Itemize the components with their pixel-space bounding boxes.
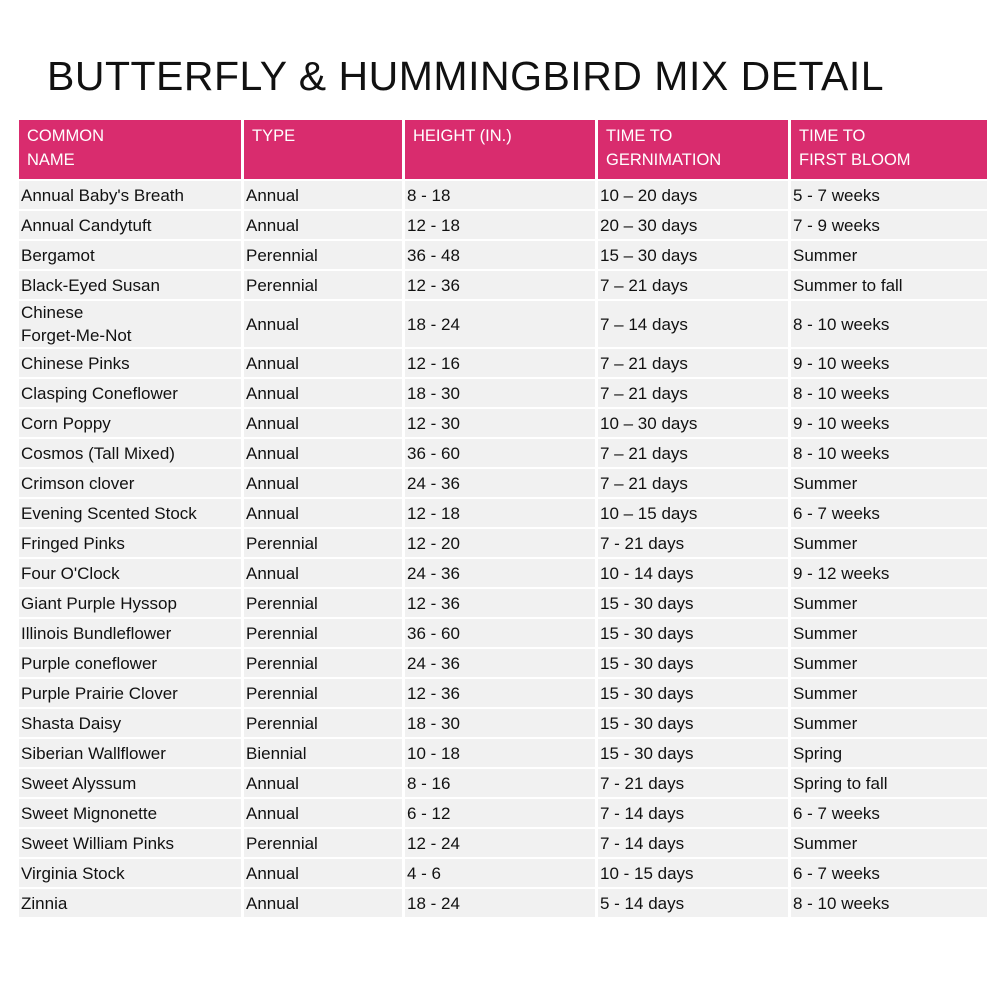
cell-time-to-first-bloom: 8 - 10 weeks — [791, 379, 987, 407]
cell-common-name: Clasping Coneflower — [19, 379, 241, 407]
cell-time-to-germination: 15 - 30 days — [598, 649, 788, 677]
cell-height: 8 - 18 — [405, 181, 595, 209]
cell-time-to-first-bloom: Spring — [791, 739, 987, 767]
column-header-time-to-germination: TIME TO GERNIMATION — [598, 120, 788, 179]
cell-time-to-first-bloom: Summer — [791, 679, 987, 707]
cell-time-to-first-bloom: 7 - 9 weeks — [791, 211, 987, 239]
cell-common-name: Giant Purple Hyssop — [19, 589, 241, 617]
cell-common-name: Bergamot — [19, 241, 241, 269]
cell-common-name: Crimson clover — [19, 469, 241, 497]
cell-height: 36 - 60 — [405, 619, 595, 647]
header-row — [19, 120, 987, 179]
cell-time-to-germination: 7 – 21 days — [598, 271, 788, 299]
cell-time-to-germination: 15 - 30 days — [598, 619, 788, 647]
table-row — [19, 889, 987, 917]
cell-time-to-germination: 10 – 20 days — [598, 181, 788, 209]
cell-time-to-first-bloom: Summer — [791, 649, 987, 677]
cell-height: 12 - 30 — [405, 409, 595, 437]
cell-type: Annual — [244, 349, 402, 377]
cell-height: 12 - 36 — [405, 589, 595, 617]
cell-height: 18 - 30 — [405, 379, 595, 407]
cell-type: Annual — [244, 469, 402, 497]
cell-type: Perennial — [244, 649, 402, 677]
cell-type: Perennial — [244, 619, 402, 647]
table-row — [19, 379, 987, 407]
table-row — [19, 349, 987, 377]
cell-time-to-first-bloom: 6 - 7 weeks — [791, 499, 987, 527]
cell-type: Annual — [244, 769, 402, 797]
cell-type: Annual — [244, 439, 402, 467]
cell-height: 12 - 18 — [405, 211, 595, 239]
cell-time-to-first-bloom: Summer — [791, 829, 987, 857]
cell-height: 12 - 36 — [405, 679, 595, 707]
cell-time-to-germination: 15 - 30 days — [598, 739, 788, 767]
table-row — [19, 559, 987, 587]
table-row — [19, 241, 987, 269]
cell-type: Annual — [244, 211, 402, 239]
cell-type: Perennial — [244, 271, 402, 299]
cell-height: 4 - 6 — [405, 859, 595, 887]
cell-time-to-first-bloom: 5 - 7 weeks — [791, 181, 987, 209]
cell-type: Annual — [244, 799, 402, 827]
cell-common-name: Annual Candytuft — [19, 211, 241, 239]
cell-time-to-first-bloom: 9 - 12 weeks — [791, 559, 987, 587]
cell-time-to-first-bloom: 8 - 10 weeks — [791, 301, 987, 347]
table-row — [19, 439, 987, 467]
cell-time-to-first-bloom: Spring to fall — [791, 769, 987, 797]
cell-time-to-germination: 7 - 21 days — [598, 769, 788, 797]
cell-time-to-germination: 15 – 30 days — [598, 241, 788, 269]
cell-common-name: Evening Scented Stock — [19, 499, 241, 527]
cell-height: 36 - 48 — [405, 241, 595, 269]
cell-height: 8 - 16 — [405, 769, 595, 797]
cell-type: Annual — [244, 889, 402, 917]
cell-common-name: Sweet Mignonette — [19, 799, 241, 827]
cell-height: 12 - 16 — [405, 349, 595, 377]
cell-time-to-germination: 7 – 21 days — [598, 349, 788, 377]
cell-common-name: Siberian Wallflower — [19, 739, 241, 767]
cell-common-name: Corn Poppy — [19, 409, 241, 437]
cell-time-to-germination: 20 – 30 days — [598, 211, 788, 239]
cell-height: 12 - 20 — [405, 529, 595, 557]
cell-time-to-germination: 10 - 14 days — [598, 559, 788, 587]
cell-time-to-germination: 15 - 30 days — [598, 679, 788, 707]
cell-height: 18 - 24 — [405, 889, 595, 917]
cell-time-to-germination: 7 - 14 days — [598, 799, 788, 827]
table-row — [19, 271, 987, 299]
page-title: BUTTERFLY & HUMMINGBIRD MIX DETAIL — [47, 53, 885, 99]
cell-type: Annual — [244, 409, 402, 437]
cell-type: Annual — [244, 859, 402, 887]
cell-time-to-first-bloom: Summer — [791, 619, 987, 647]
cell-type: Perennial — [244, 709, 402, 737]
cell-time-to-germination: 7 - 14 days — [598, 829, 788, 857]
table-row — [19, 829, 987, 857]
cell-time-to-first-bloom: Summer — [791, 469, 987, 497]
cell-height: 18 - 24 — [405, 301, 595, 347]
cell-time-to-germination: 5 - 14 days — [598, 889, 788, 917]
table-row — [19, 409, 987, 437]
cell-type: Annual — [244, 181, 402, 209]
cell-time-to-first-bloom: Summer — [791, 709, 987, 737]
cell-common-name: Illinois Bundleflower — [19, 619, 241, 647]
cell-time-to-germination: 7 – 21 days — [598, 469, 788, 497]
cell-height: 24 - 36 — [405, 649, 595, 677]
cell-time-to-first-bloom: 9 - 10 weeks — [791, 409, 987, 437]
cell-height: 10 - 18 — [405, 739, 595, 767]
table-row — [19, 679, 987, 707]
cell-time-to-germination: 10 – 30 days — [598, 409, 788, 437]
cell-time-to-germination: 7 – 21 days — [598, 439, 788, 467]
cell-type: Perennial — [244, 529, 402, 557]
cell-type: Annual — [244, 559, 402, 587]
cell-height: 24 - 36 — [405, 469, 595, 497]
cell-common-name: Shasta Daisy — [19, 709, 241, 737]
column-header-height: HEIGHT (IN.) — [405, 120, 595, 179]
cell-time-to-first-bloom: 6 - 7 weeks — [791, 859, 987, 887]
cell-common-name: Sweet Alyssum — [19, 769, 241, 797]
cell-time-to-germination: 7 – 14 days — [598, 301, 788, 347]
table-header — [19, 120, 987, 179]
cell-time-to-first-bloom: 9 - 10 weeks — [791, 349, 987, 377]
cell-type: Biennial — [244, 739, 402, 767]
table-row — [19, 619, 987, 647]
table-row — [19, 859, 987, 887]
cell-height: 12 - 24 — [405, 829, 595, 857]
table-row — [19, 301, 987, 347]
cell-time-to-first-bloom: Summer — [791, 589, 987, 617]
table-row — [19, 649, 987, 677]
cell-time-to-germination: 7 - 21 days — [598, 529, 788, 557]
table-row — [19, 709, 987, 737]
cell-time-to-germination: 15 - 30 days — [598, 709, 788, 737]
cell-common-name: Fringed Pinks — [19, 529, 241, 557]
cell-time-to-first-bloom: 8 - 10 weeks — [791, 439, 987, 467]
cell-time-to-first-bloom: Summer to fall — [791, 271, 987, 299]
table-row — [19, 211, 987, 239]
cell-time-to-first-bloom: 6 - 7 weeks — [791, 799, 987, 827]
cell-common-name: Virginia Stock — [19, 859, 241, 887]
cell-common-name: Purple Prairie Clover — [19, 679, 241, 707]
cell-time-to-first-bloom: 8 - 10 weeks — [791, 889, 987, 917]
cell-common-name: Zinnia — [19, 889, 241, 917]
cell-time-to-first-bloom: Summer — [791, 241, 987, 269]
cell-type: Perennial — [244, 829, 402, 857]
column-header-time-to-first-bloom: TIME TO FIRST BLOOM — [791, 120, 987, 179]
column-header-common-name: COMMON NAME — [19, 120, 241, 179]
mix-detail-table — [16, 118, 990, 919]
cell-type: Perennial — [244, 241, 402, 269]
cell-type: Annual — [244, 301, 402, 347]
cell-height: 6 - 12 — [405, 799, 595, 827]
table-row — [19, 589, 987, 617]
cell-height: 12 - 36 — [405, 271, 595, 299]
cell-type: Annual — [244, 499, 402, 527]
cell-common-name: Chinese Pinks — [19, 349, 241, 377]
table-row — [19, 499, 987, 527]
cell-height: 12 - 18 — [405, 499, 595, 527]
cell-time-to-first-bloom: Summer — [791, 529, 987, 557]
cell-common-name: Black-Eyed Susan — [19, 271, 241, 299]
table-row — [19, 769, 987, 797]
cell-common-name: Purple coneflower — [19, 649, 241, 677]
cell-type: Perennial — [244, 679, 402, 707]
cell-type: Annual — [244, 379, 402, 407]
cell-height: 24 - 36 — [405, 559, 595, 587]
cell-time-to-germination: 10 - 15 days — [598, 859, 788, 887]
table-row — [19, 469, 987, 497]
cell-common-name: Sweet William Pinks — [19, 829, 241, 857]
table-row — [19, 181, 987, 209]
table-body — [19, 181, 987, 917]
cell-common-name: Chinese Forget-Me-Not — [19, 301, 241, 347]
cell-time-to-germination: 15 - 30 days — [598, 589, 788, 617]
table-row — [19, 529, 987, 557]
table-row — [19, 739, 987, 767]
cell-time-to-germination: 10 – 15 days — [598, 499, 788, 527]
cell-common-name: Four O'Clock — [19, 559, 241, 587]
cell-height: 36 - 60 — [405, 439, 595, 467]
cell-time-to-germination: 7 – 21 days — [598, 379, 788, 407]
cell-height: 18 - 30 — [405, 709, 595, 737]
column-header-type: TYPE — [244, 120, 402, 179]
cell-common-name: Cosmos (Tall Mixed) — [19, 439, 241, 467]
table-row — [19, 799, 987, 827]
cell-type: Perennial — [244, 589, 402, 617]
cell-common-name: Annual Baby's Breath — [19, 181, 241, 209]
